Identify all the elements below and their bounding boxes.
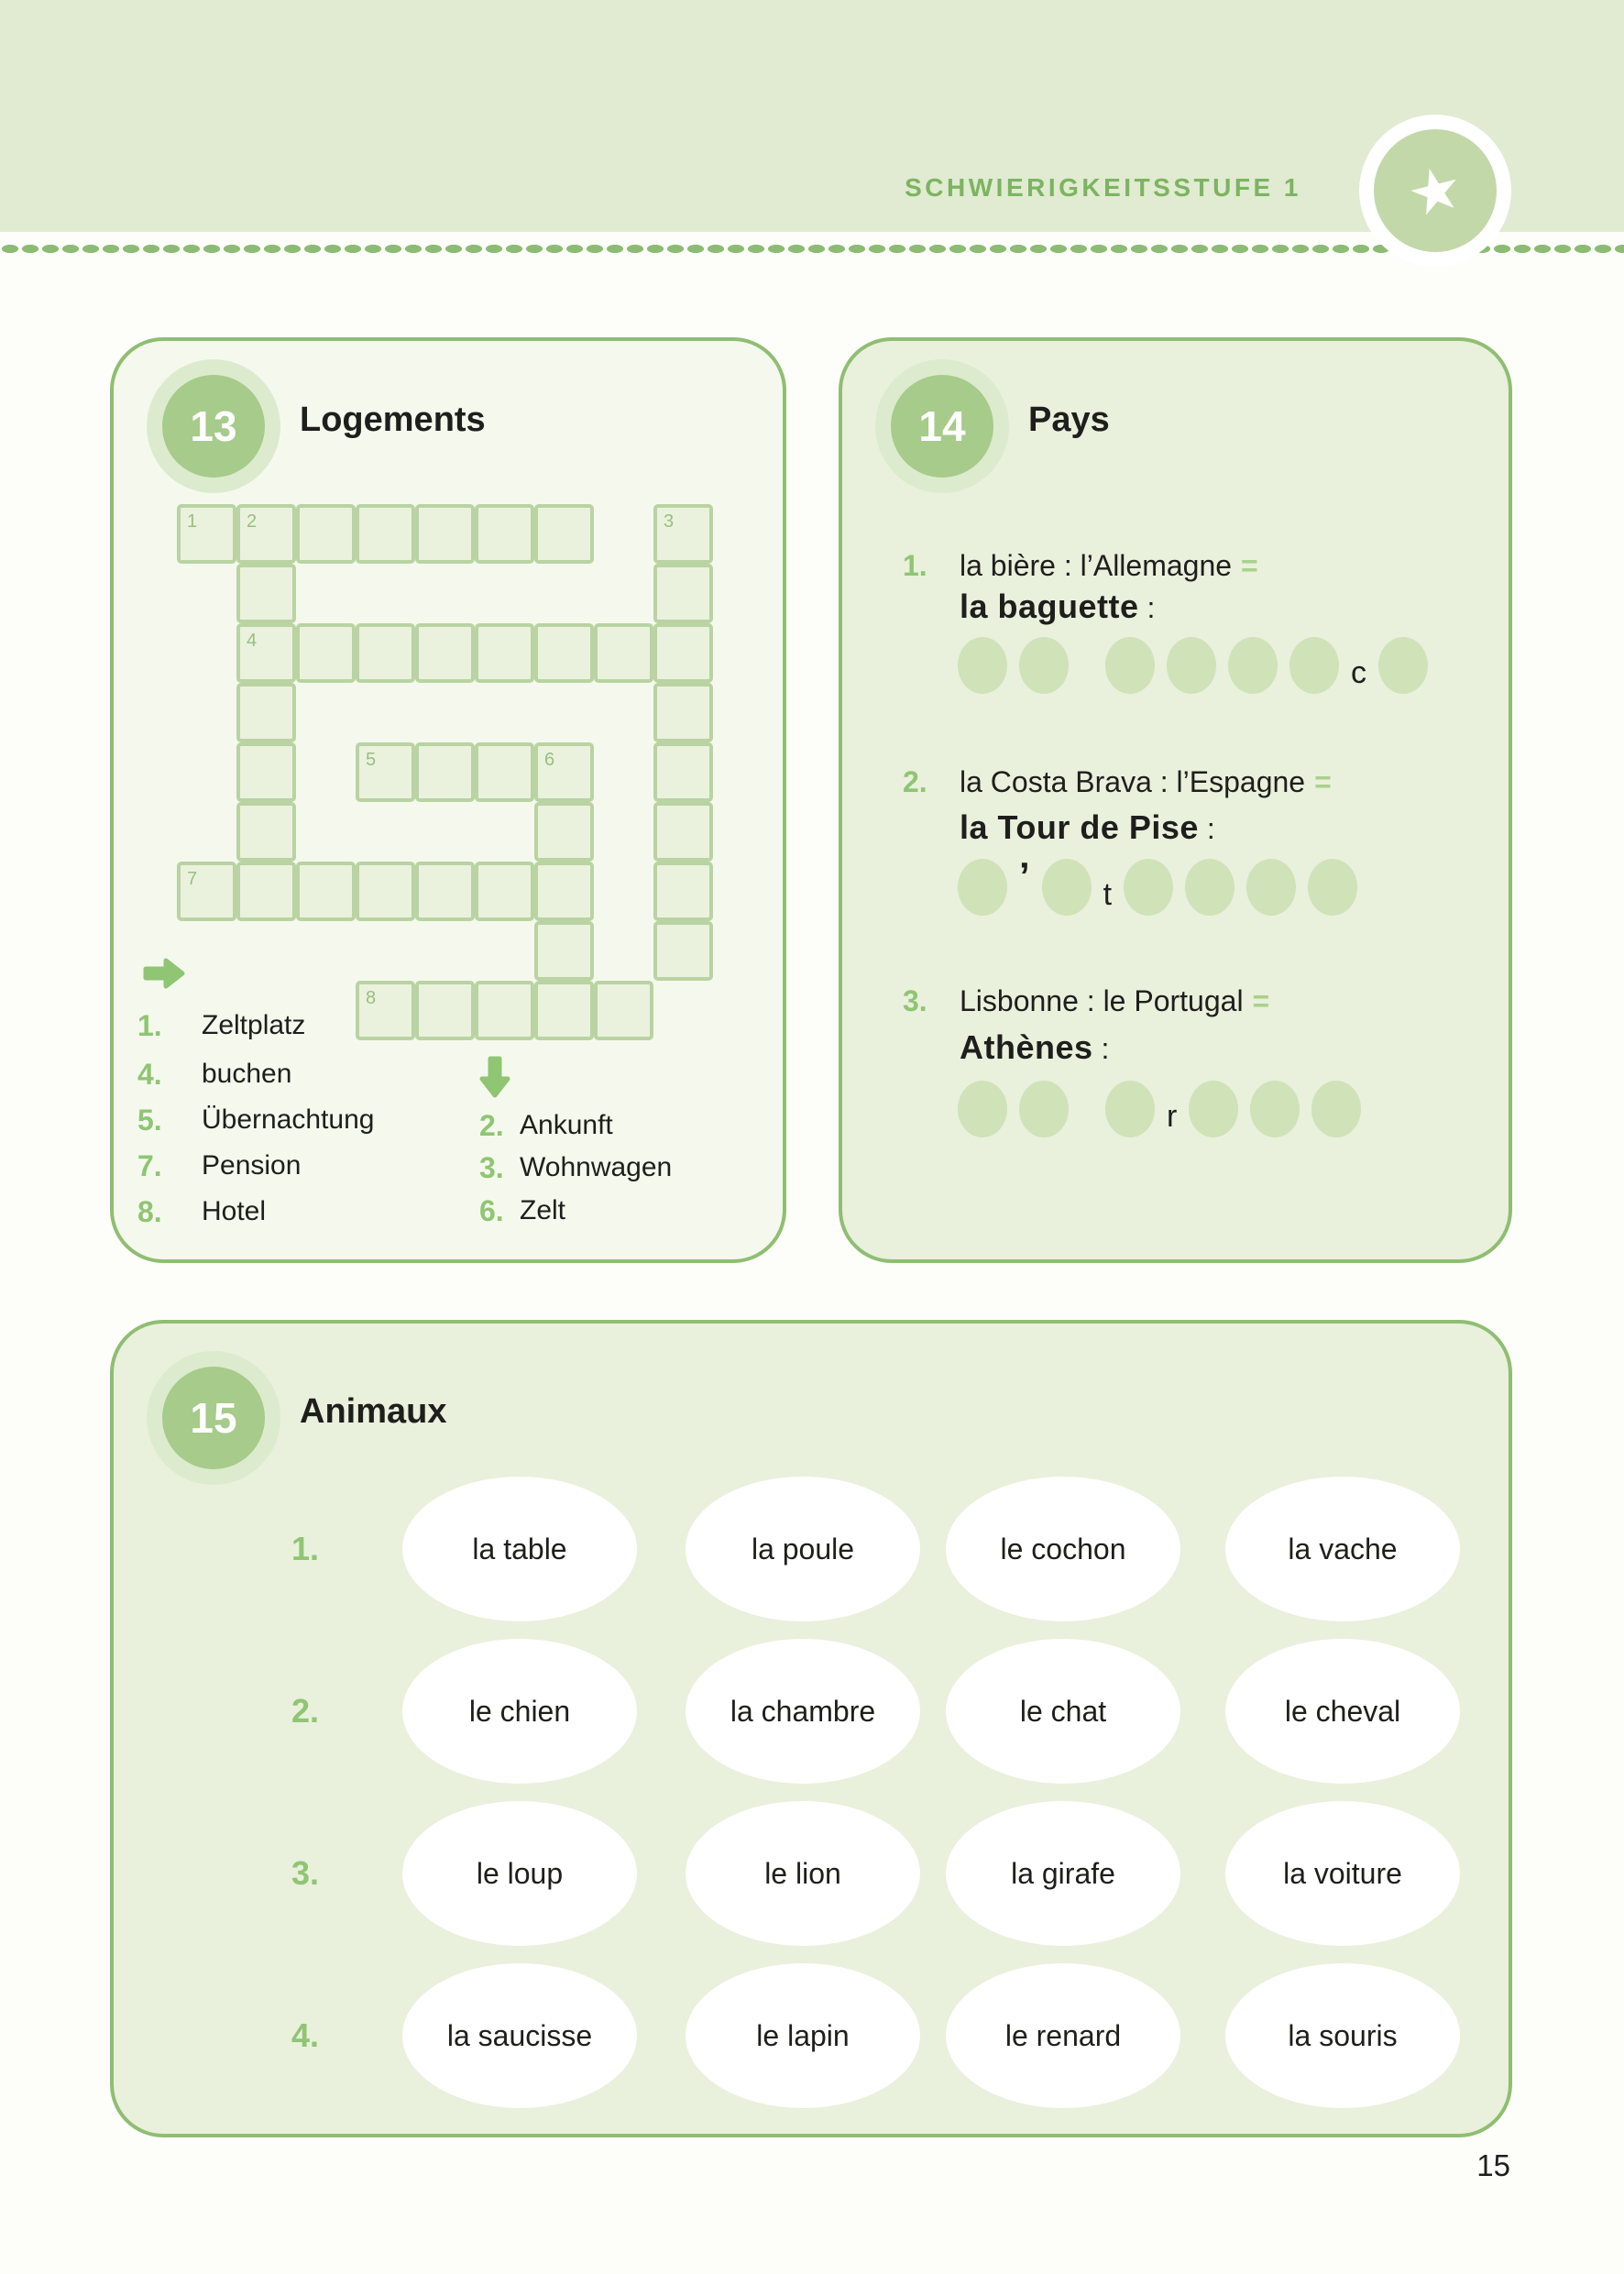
clue-number: 4.	[137, 1057, 162, 1091]
clue-number: 7.	[137, 1148, 162, 1182]
exercise-13-badge-circle	[162, 375, 265, 478]
word-label: le chat	[1019, 1694, 1107, 1728]
row-number: 3.	[291, 1854, 320, 1892]
word-label: la voiture	[1283, 1856, 1402, 1890]
word-label: le lion	[764, 1856, 841, 1890]
word-oval[interactable]	[686, 1639, 920, 1784]
crossword-cell[interactable]	[356, 981, 415, 1040]
crossword-cell[interactable]	[356, 623, 415, 683]
word-oval[interactable]	[946, 1477, 1180, 1621]
exercise-15-badge-circle	[162, 1367, 265, 1469]
clue-row	[479, 1193, 565, 1228]
clue-number: 6.	[479, 1193, 504, 1227]
crossword-cell[interactable]	[475, 981, 534, 1040]
clue-row	[137, 1057, 291, 1092]
difficulty-label: SCHWIERIGKEITSSTUFE 1	[905, 173, 1301, 202]
cell-number: 7	[187, 869, 198, 889]
word-label: le chien	[468, 1694, 571, 1728]
clue-text: buchen	[202, 1059, 292, 1089]
clue-row	[137, 1148, 301, 1183]
letter-slot-oval[interactable]	[958, 859, 1007, 916]
word-oval[interactable]	[946, 1639, 1180, 1784]
item-clue-line	[960, 546, 1258, 585]
crossword-cell[interactable]	[236, 862, 296, 921]
word-oval[interactable]	[1225, 1477, 1460, 1621]
exercise-14-title: Pays	[1028, 401, 1110, 439]
crossword-cell[interactable]	[296, 504, 356, 564]
letter-slot-oval[interactable]	[1311, 1081, 1361, 1137]
word-label: le lapin	[756, 2018, 850, 2052]
crossword-cell[interactable]	[296, 623, 356, 683]
equals-sign: =	[1241, 549, 1258, 582]
answer-word: Athènes	[960, 1028, 1093, 1066]
crossword-cell[interactable]	[236, 742, 296, 802]
crossword-cell[interactable]	[534, 862, 594, 921]
given-letter: t	[1103, 877, 1113, 912]
exercise-13-number: 13	[190, 402, 237, 450]
dotted-divider	[0, 244, 1624, 254]
word-oval[interactable]	[402, 1477, 637, 1621]
word-oval[interactable]	[1225, 1801, 1460, 1946]
answer-slots	[958, 1081, 1361, 1137]
letter-slot-oval[interactable]	[1105, 637, 1155, 694]
crossword-cell[interactable]	[475, 862, 534, 921]
letter-slot-oval[interactable]	[1167, 637, 1216, 694]
crossword-cell[interactable]	[653, 504, 713, 564]
crossword-cell[interactable]	[177, 504, 236, 564]
letter-slot-oval[interactable]	[1189, 1081, 1238, 1137]
cell-number: 3	[664, 511, 675, 532]
exercise-13-badge	[147, 359, 280, 493]
letter-slot-oval[interactable]	[958, 637, 1007, 694]
crossword-cell[interactable]	[653, 862, 713, 921]
exercise-14-badge	[875, 359, 1009, 493]
clue-text: Ankunft	[520, 1110, 613, 1140]
answer-colon: :	[1101, 1032, 1110, 1065]
answer-word: la baguette	[960, 588, 1139, 625]
word-oval[interactable]	[946, 1801, 1180, 1946]
word-gap	[1081, 1128, 1093, 1137]
crossword-cell[interactable]	[236, 802, 296, 862]
cell-number: 8	[366, 988, 377, 1008]
crossword-cell[interactable]	[475, 742, 534, 802]
word-label: la vache	[1288, 1532, 1398, 1565]
letter-slot-oval[interactable]	[1042, 859, 1092, 916]
clue-number: 1.	[137, 1008, 162, 1042]
clue-number: 3.	[479, 1150, 504, 1184]
answer-slots	[958, 637, 1428, 694]
exercise-13-title: Logements	[300, 401, 486, 439]
answer-word: la Tour de Pise	[960, 808, 1199, 846]
cell-number: 5	[366, 750, 377, 770]
item-answer-line	[960, 588, 1155, 627]
word-label: la poule	[751, 1532, 855, 1565]
clue-row	[137, 1103, 374, 1137]
word-label: la table	[472, 1532, 567, 1565]
clue-number: 8.	[137, 1194, 162, 1228]
crossword-cell[interactable]	[356, 862, 415, 921]
letter-slot-oval[interactable]	[1019, 637, 1069, 694]
crossword-cell[interactable]	[177, 862, 236, 921]
crossword-cell[interactable]	[653, 683, 713, 742]
item-clue-text: Lisbonne : le Portugal	[960, 984, 1244, 1017]
letter-slot-oval[interactable]	[1289, 637, 1339, 694]
cell-number: 6	[544, 750, 555, 770]
crossword-cell[interactable]	[534, 623, 594, 683]
clue-text: Zelt	[520, 1195, 566, 1225]
exercise-15-badge	[147, 1351, 280, 1485]
word-oval[interactable]	[1225, 1639, 1460, 1784]
item-clue-text: la bière : l’Allemagne	[960, 549, 1233, 582]
crossword-cell[interactable]	[236, 564, 296, 623]
crossword-cell[interactable]	[475, 504, 534, 564]
word-oval[interactable]	[686, 1477, 920, 1621]
item-clue-text: la Costa Brava : l’Espagne	[960, 765, 1306, 798]
cell-number: 2	[247, 511, 258, 532]
exercise-15-number: 15	[190, 1394, 237, 1442]
page-number: 15	[1476, 2148, 1510, 2182]
crossword-cell[interactable]	[415, 981, 475, 1040]
crossword-cell[interactable]	[296, 862, 356, 921]
word-oval[interactable]	[1225, 1963, 1460, 2108]
letter-slot-oval[interactable]	[1246, 859, 1296, 916]
crossword-cell[interactable]	[415, 742, 475, 802]
crossword-cell[interactable]	[534, 802, 594, 862]
row-number: 1.	[291, 1530, 320, 1567]
word-label: le cheval	[1284, 1694, 1401, 1728]
clue-text: Zeltplatz	[202, 1010, 306, 1040]
clue-row	[137, 1194, 266, 1229]
crossword-cell[interactable]	[653, 802, 713, 862]
exercise-15-title: Animaux	[300, 1392, 447, 1431]
item-clue-line	[960, 763, 1332, 801]
crossword-cell[interactable]	[236, 504, 296, 564]
crossword-cell[interactable]	[594, 981, 653, 1040]
answer-colon: :	[1147, 591, 1156, 624]
clue-text: Hotel	[202, 1196, 267, 1226]
word-gap	[1081, 685, 1093, 694]
letter-slot-oval[interactable]	[1185, 859, 1234, 916]
word-oval[interactable]	[946, 1963, 1180, 2108]
equals-sign: =	[1314, 765, 1332, 798]
crossword-cell[interactable]	[534, 981, 594, 1040]
clue-row	[479, 1108, 613, 1143]
down-arrow-icon	[478, 1056, 511, 1098]
crossword-cell[interactable]	[653, 742, 713, 802]
crossword-cell[interactable]	[594, 623, 653, 683]
item-answer-line	[960, 1028, 1109, 1068]
word-oval[interactable]	[402, 1639, 637, 1784]
difficulty-star-circle	[1374, 129, 1497, 252]
clue-text: Übernachtung	[202, 1104, 375, 1135]
letter-slot-oval[interactable]	[1105, 1081, 1155, 1137]
letter-slot-oval[interactable]	[1019, 1081, 1069, 1137]
clue-row	[137, 1008, 305, 1043]
crossword-cell[interactable]	[236, 683, 296, 742]
word-oval[interactable]	[686, 1963, 920, 2108]
crossword-cell[interactable]	[653, 564, 713, 623]
word-oval[interactable]	[402, 1801, 637, 1946]
crossword-cell[interactable]	[415, 862, 475, 921]
letter-slot-oval[interactable]	[1250, 1081, 1300, 1137]
word-label: le loup	[476, 1856, 564, 1890]
clue-text: Wohnwagen	[520, 1152, 673, 1182]
item-number: 3.	[903, 984, 927, 1017]
crossword-cell[interactable]	[415, 623, 475, 683]
item-clue-line	[960, 982, 1269, 1020]
clue-row	[479, 1150, 672, 1185]
difficulty-star-badge	[1359, 115, 1511, 267]
exercise-14-badge-circle	[891, 375, 993, 478]
clue-number: 5.	[137, 1103, 162, 1137]
item-number: 2.	[903, 765, 927, 798]
star-icon: ★	[1400, 150, 1470, 231]
word-oval[interactable]	[686, 1801, 920, 1946]
crossword-cell[interactable]	[534, 742, 594, 802]
apostrophe: ’	[1019, 854, 1030, 897]
given-letter: r	[1167, 1099, 1178, 1134]
letter-slot-oval[interactable]	[1378, 637, 1428, 694]
exercise-14-number: 14	[918, 402, 966, 450]
item-answer-line	[960, 808, 1215, 848]
word-label: le cochon	[1000, 1532, 1126, 1565]
given-letter: c	[1351, 655, 1366, 690]
crossword-cell[interactable]	[534, 921, 594, 981]
row-number: 4.	[291, 2016, 320, 2054]
letter-slot-oval[interactable]	[1308, 859, 1357, 916]
row-number: 2.	[291, 1692, 320, 1730]
crossword-cell[interactable]	[534, 504, 594, 564]
cell-number: 4	[247, 631, 258, 651]
equals-sign: =	[1252, 984, 1270, 1017]
clue-text: Pension	[202, 1150, 302, 1181]
cell-number: 1	[187, 511, 198, 532]
word-oval[interactable]	[402, 1963, 637, 2108]
word-label: la saucisse	[446, 2018, 593, 2052]
across-arrow-icon	[143, 957, 185, 990]
answer-slots	[958, 854, 1357, 916]
item-number: 1.	[903, 549, 927, 582]
crossword-cell[interactable]	[236, 623, 296, 683]
crossword-cell[interactable]	[415, 504, 475, 564]
crossword-cell[interactable]	[356, 742, 415, 802]
letter-slot-oval[interactable]	[1124, 859, 1173, 916]
clue-number: 2.	[479, 1108, 504, 1142]
word-label: la girafe	[1011, 1856, 1115, 1890]
crossword-cell[interactable]	[356, 504, 415, 564]
crossword-cell[interactable]	[653, 921, 713, 981]
word-label: le renard	[1004, 2018, 1122, 2052]
letter-slot-oval[interactable]	[1228, 637, 1278, 694]
crossword-cell[interactable]	[475, 623, 534, 683]
crossword-cell[interactable]	[653, 623, 713, 683]
answer-colon: :	[1206, 812, 1215, 845]
letter-slot-oval[interactable]	[958, 1081, 1007, 1137]
word-label: la chambre	[730, 1694, 876, 1728]
word-label: la souris	[1288, 2018, 1398, 2052]
